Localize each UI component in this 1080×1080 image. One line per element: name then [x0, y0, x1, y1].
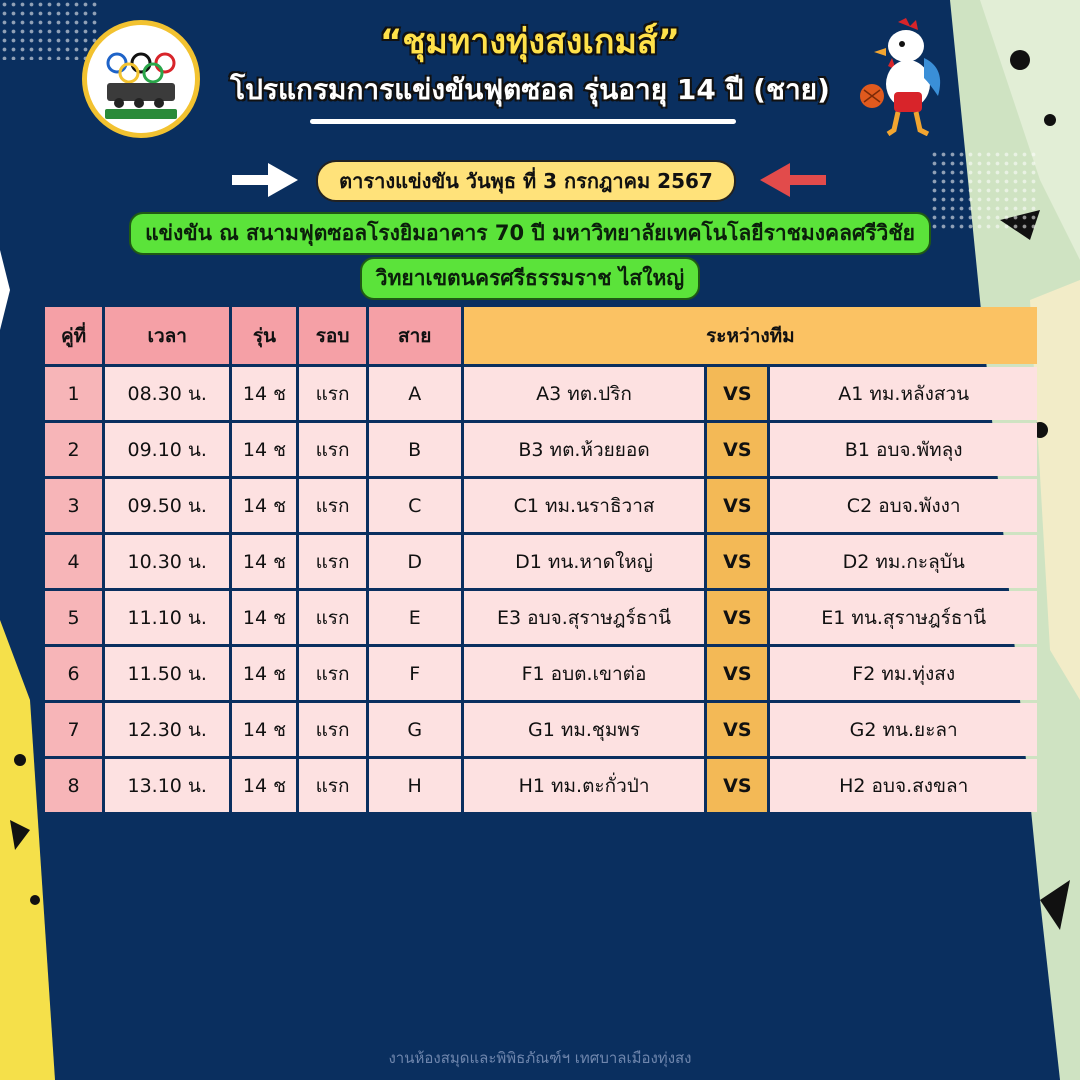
vs-cell: VS: [707, 591, 767, 644]
title-underline: [310, 119, 736, 124]
round-cell: แรก: [299, 759, 365, 812]
header-group: สาย: [369, 307, 461, 364]
olympic-logo-icon: [82, 20, 200, 138]
age-cell: 14 ช: [232, 703, 296, 756]
page-subtitle: โปรแกรมการแข่งขันฟุตซอล รุ่นอายุ 14 ปี (ชาย): [230, 73, 830, 106]
vs-cell: VS: [707, 423, 767, 476]
table-row: [45, 591, 1037, 644]
vs-cell: VS: [707, 367, 767, 420]
group-cell: F: [369, 647, 461, 700]
match-no-cell: 3: [45, 479, 102, 532]
group-cell: H: [369, 759, 461, 812]
age-cell: 14 ช: [232, 591, 296, 644]
table-row: [45, 759, 1037, 812]
table-row: [45, 647, 1037, 700]
time-cell: 09.10 น.: [105, 423, 229, 476]
match-no-cell: 1: [45, 367, 102, 420]
dot-pattern-topleft: [0, 0, 100, 60]
team1-cell: B3 ทต.ห้วยยอด: [464, 423, 704, 476]
age-cell: 14 ช: [232, 647, 296, 700]
header-teams: ระหว่างทีม: [464, 307, 1037, 364]
venue-line-1: แข่งขัน ณ สนามฟุตซอลโรงยิมอาคาร 70 ปี มหาวิทยาลัยเทคโนโลยีราชมงคลศรีวิชัย: [129, 212, 931, 255]
vs-cell: VS: [707, 647, 767, 700]
match-no-cell: 7: [45, 703, 102, 756]
table-row: [45, 423, 1037, 476]
group-cell: G: [369, 703, 461, 756]
team2-cell: D2 ทม.กะลุบัน: [770, 535, 1037, 588]
match-no-cell: 8: [45, 759, 102, 812]
vs-cell: VS: [707, 479, 767, 532]
age-cell: 14 ช: [232, 423, 296, 476]
team1-cell: C1 ทม.นราธิวาส: [464, 479, 704, 532]
header-age: รุ่น: [232, 307, 296, 364]
team1-cell: A3 ทต.ปริก: [464, 367, 704, 420]
round-cell: แรก: [299, 703, 365, 756]
round-cell: แรก: [299, 479, 365, 532]
team1-cell: E3 อบจ.สุราษฎร์ธานี: [464, 591, 704, 644]
time-cell: 08.30 น.: [105, 367, 229, 420]
footer-credit: งานห้องสมุดและพิพิธภัณฑ์ฯ เทศบาลเมืองทุ่งสง: [388, 1049, 692, 1067]
group-cell: C: [369, 479, 461, 532]
team2-cell: G2 ทน.ยะลา: [770, 703, 1037, 756]
team2-cell: B1 อบจ.พัทลุง: [770, 423, 1037, 476]
vs-cell: VS: [707, 535, 767, 588]
vs-cell: VS: [707, 759, 767, 812]
schedule-date: ตารางแข่งขัน วันพุธ ที่ 3 กรกฎาคม 2567: [316, 160, 736, 202]
group-cell: D: [369, 535, 461, 588]
team2-cell: F2 ทม.ทุ่งสง: [770, 647, 1037, 700]
group-cell: B: [369, 423, 461, 476]
venue-info: [100, 212, 960, 302]
time-cell: 11.10 น.: [105, 591, 229, 644]
time-cell: 10.30 น.: [105, 535, 229, 588]
table-row: [45, 703, 1037, 756]
round-cell: แรก: [299, 423, 365, 476]
match-no-cell: 6: [45, 647, 102, 700]
team2-cell: A1 ทม.หลังสวน: [770, 367, 1037, 420]
venue-line-2: วิทยาเขตนครศรีธรรมราช ไสใหญ่: [360, 257, 700, 300]
schedule-table: [42, 304, 1040, 815]
match-no-cell: 4: [45, 535, 102, 588]
group-cell: A: [369, 367, 461, 420]
match-no-cell: 2: [45, 423, 102, 476]
round-cell: แรก: [299, 367, 365, 420]
age-cell: 14 ช: [232, 367, 296, 420]
rooster-mascot-icon: [858, 18, 948, 136]
age-cell: 14 ช: [232, 535, 296, 588]
table-row: [45, 535, 1037, 588]
team1-cell: H1 ทม.ตะกั่วป่า: [464, 759, 704, 812]
round-cell: แรก: [299, 591, 365, 644]
table-row: [45, 367, 1037, 420]
time-cell: 09.50 น.: [105, 479, 229, 532]
round-cell: แรก: [299, 647, 365, 700]
round-cell: แรก: [299, 535, 365, 588]
time-cell: 12.30 น.: [105, 703, 229, 756]
team2-cell: C2 อบจ.พังงา: [770, 479, 1037, 532]
time-cell: 13.10 น.: [105, 759, 229, 812]
right-arrow-icon: [232, 163, 298, 197]
table-header-row: [45, 307, 1037, 364]
team2-cell: E1 ทน.สุราษฎร์ธานี: [770, 591, 1037, 644]
vs-cell: VS: [707, 703, 767, 756]
time-cell: 11.50 น.: [105, 647, 229, 700]
header-time: เวลา: [105, 307, 229, 364]
page-title: “ชุมทางทุ่งสงเกมส์”: [379, 22, 681, 62]
header-no: คู่ที่: [45, 307, 102, 364]
match-no-cell: 5: [45, 591, 102, 644]
table-row: [45, 479, 1037, 532]
group-cell: E: [369, 591, 461, 644]
team1-cell: F1 อบต.เขาต่อ: [464, 647, 704, 700]
age-cell: 14 ช: [232, 759, 296, 812]
header-round: รอบ: [299, 307, 365, 364]
age-cell: 14 ช: [232, 479, 296, 532]
team1-cell: G1 ทม.ชุมพร: [464, 703, 704, 756]
team2-cell: H2 อบจ.สงขลา: [770, 759, 1037, 812]
team1-cell: D1 ทน.หาดใหญ่: [464, 535, 704, 588]
left-arrow-icon: [760, 163, 826, 197]
